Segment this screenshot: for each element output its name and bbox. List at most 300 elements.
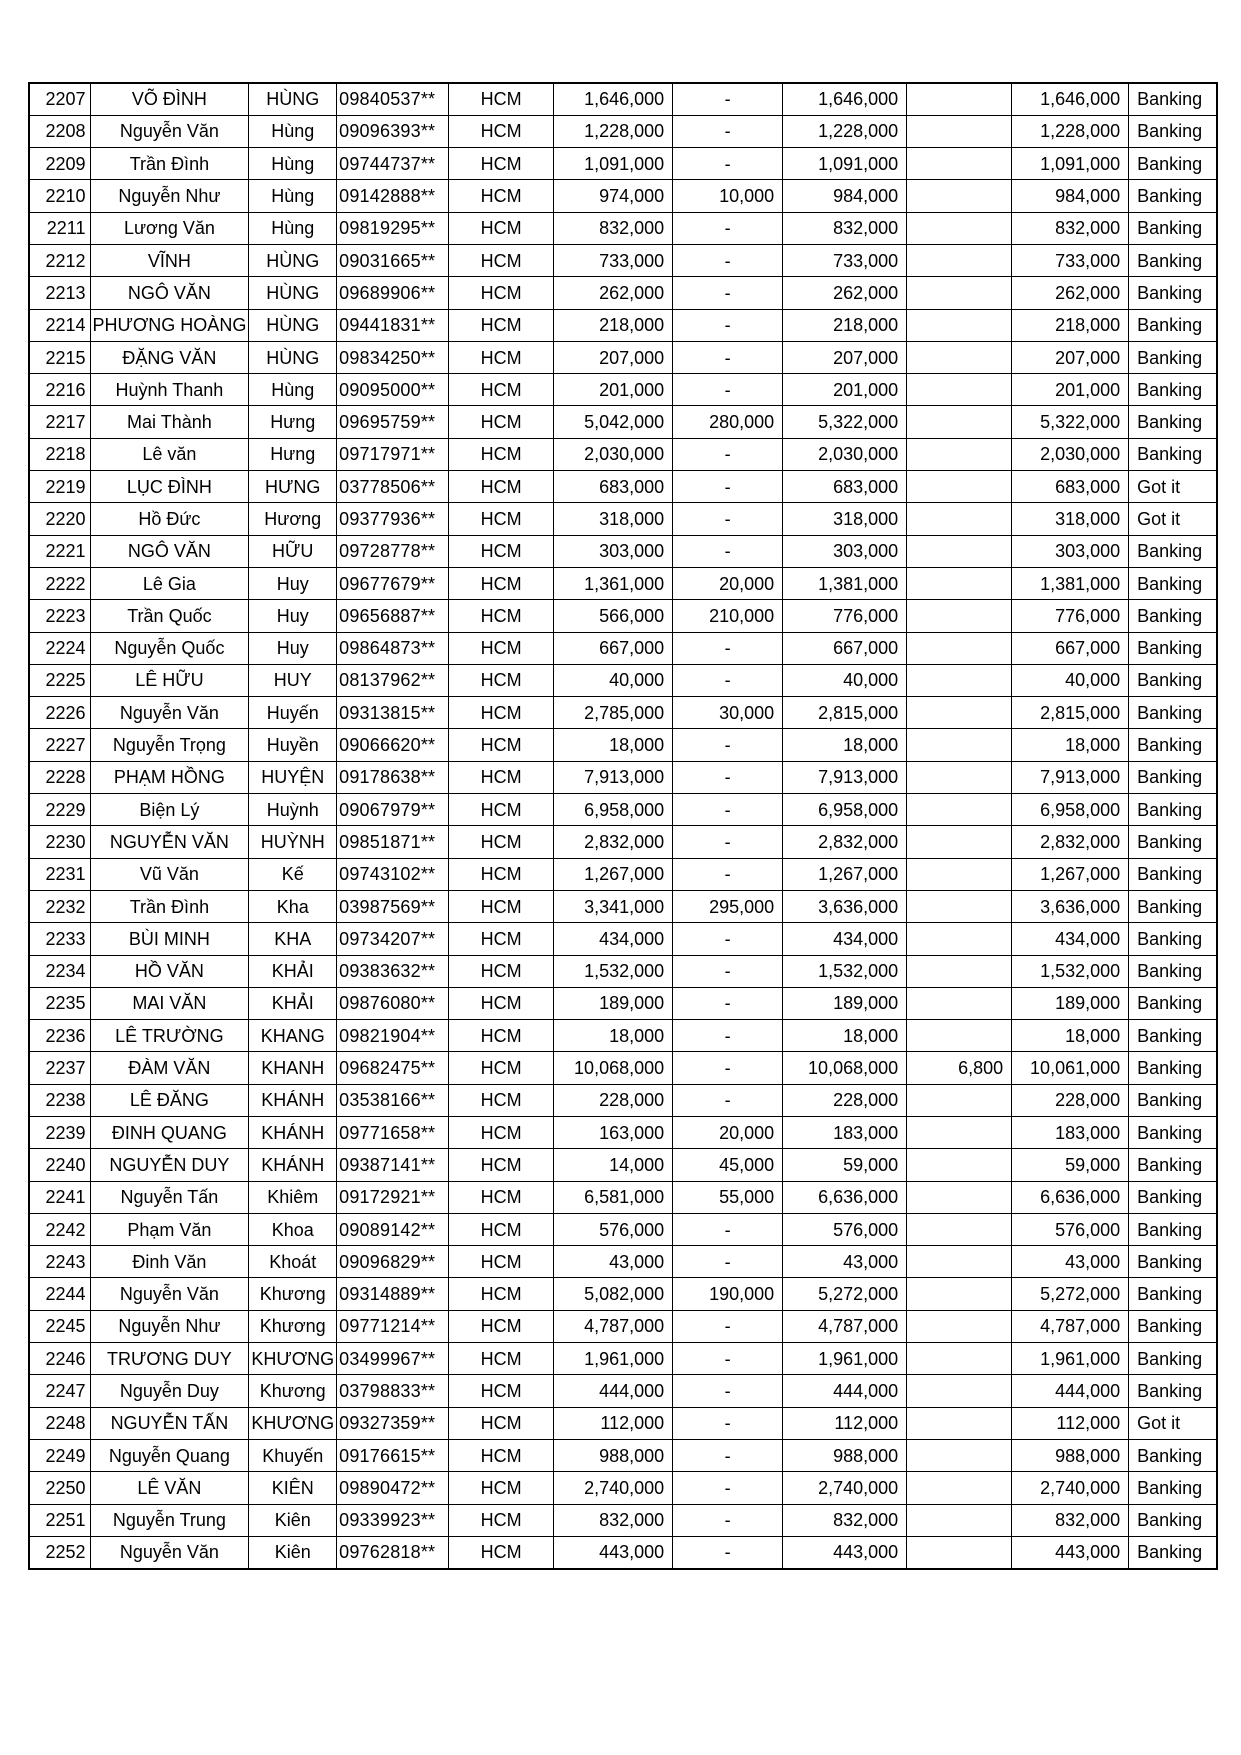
- table-row: [29, 212, 1217, 244]
- row-number-cell: 2215: [29, 341, 90, 373]
- deduction-cell: [907, 632, 1012, 664]
- deduction-cell: [907, 115, 1012, 147]
- amount-cell: 733,000: [554, 244, 673, 276]
- phone-cell: 03778506**: [337, 471, 449, 503]
- bonus-cell: -: [673, 1213, 783, 1245]
- phone-cell: 09339923**: [337, 1504, 449, 1536]
- city-cell: HCM: [449, 1504, 554, 1536]
- phone-cell: 09819295**: [337, 212, 449, 244]
- last-name-cell: Nguyễn Như: [90, 180, 249, 212]
- net-cell: 228,000: [1012, 1084, 1129, 1116]
- last-name-cell: Lương Văn: [90, 212, 249, 244]
- last-name-cell: HỒ VĂN: [90, 955, 249, 987]
- city-cell: HCM: [449, 1536, 554, 1568]
- bonus-cell: -: [673, 664, 783, 696]
- payment-method-cell: Banking: [1129, 761, 1217, 793]
- last-name-cell: Nguyễn Văn: [90, 1536, 249, 1568]
- last-name-cell: Lê văn: [90, 438, 249, 470]
- first-name-cell: Kiên: [249, 1504, 337, 1536]
- city-cell: HCM: [449, 1375, 554, 1407]
- city-cell: HCM: [449, 115, 554, 147]
- amount-cell: 1,961,000: [554, 1343, 673, 1375]
- last-name-cell: MAI VĂN: [90, 987, 249, 1019]
- payment-method-cell: Banking: [1129, 1504, 1217, 1536]
- payment-method-cell: Banking: [1129, 890, 1217, 922]
- phone-cell: 03499967**: [337, 1343, 449, 1375]
- row-number-cell: 2231: [29, 858, 90, 890]
- bonus-cell: -: [673, 277, 783, 309]
- net-cell: 6,958,000: [1012, 794, 1129, 826]
- bonus-cell: -: [673, 729, 783, 761]
- payment-method-cell: Banking: [1129, 1149, 1217, 1181]
- first-name-cell: Huy: [249, 567, 337, 599]
- payment-method-cell: Got it: [1129, 1407, 1217, 1439]
- table-row: [29, 471, 1217, 503]
- net-cell: 18,000: [1012, 1020, 1129, 1052]
- total-cell: 201,000: [783, 374, 907, 406]
- first-name-cell: HÙNG: [249, 83, 337, 115]
- total-cell: 207,000: [783, 341, 907, 373]
- amount-cell: 1,361,000: [554, 567, 673, 599]
- first-name-cell: Hùng: [249, 374, 337, 406]
- row-number-cell: 2228: [29, 761, 90, 793]
- deduction-cell: [907, 341, 1012, 373]
- amount-cell: 2,030,000: [554, 438, 673, 470]
- deduction-cell: [907, 1407, 1012, 1439]
- deduction-cell: [907, 1536, 1012, 1568]
- first-name-cell: Hưng: [249, 438, 337, 470]
- first-name-cell: KIÊN: [249, 1472, 337, 1504]
- row-number-cell: 2221: [29, 535, 90, 567]
- deduction-cell: [907, 664, 1012, 696]
- table-row: [29, 1343, 1217, 1375]
- net-cell: 832,000: [1012, 1504, 1129, 1536]
- city-cell: HCM: [449, 567, 554, 599]
- phone-cell: 03538166**: [337, 1084, 449, 1116]
- payment-method-cell: Banking: [1129, 535, 1217, 567]
- phone-cell: 09762818**: [337, 1536, 449, 1568]
- phone-cell: 09734207**: [337, 923, 449, 955]
- payment-method-cell: Banking: [1129, 1375, 1217, 1407]
- net-cell: 984,000: [1012, 180, 1129, 212]
- payment-method-cell: Banking: [1129, 1278, 1217, 1310]
- deduction-cell: [907, 309, 1012, 341]
- city-cell: HCM: [449, 600, 554, 632]
- deduction-cell: [907, 180, 1012, 212]
- first-name-cell: HUYỆN: [249, 761, 337, 793]
- table-row: [29, 115, 1217, 147]
- total-cell: 3,636,000: [783, 890, 907, 922]
- net-cell: 10,061,000: [1012, 1052, 1129, 1084]
- row-number-cell: 2208: [29, 115, 90, 147]
- first-name-cell: KHÁNH: [249, 1117, 337, 1149]
- total-cell: 683,000: [783, 471, 907, 503]
- bonus-cell: -: [673, 535, 783, 567]
- payment-method-cell: Banking: [1129, 664, 1217, 696]
- total-cell: 443,000: [783, 1536, 907, 1568]
- amount-cell: 1,646,000: [554, 83, 673, 115]
- total-cell: 434,000: [783, 923, 907, 955]
- phone-cell: 09095000**: [337, 374, 449, 406]
- last-name-cell: LÊ VĂN: [90, 1472, 249, 1504]
- total-cell: 5,272,000: [783, 1278, 907, 1310]
- table-row: [29, 567, 1217, 599]
- row-number-cell: 2226: [29, 697, 90, 729]
- first-name-cell: Khương: [249, 1375, 337, 1407]
- city-cell: HCM: [449, 632, 554, 664]
- row-number-cell: 2250: [29, 1472, 90, 1504]
- city-cell: HCM: [449, 1117, 554, 1149]
- row-number-cell: 2247: [29, 1375, 90, 1407]
- amount-cell: 1,091,000: [554, 148, 673, 180]
- total-cell: 6,958,000: [783, 794, 907, 826]
- net-cell: 2,815,000: [1012, 697, 1129, 729]
- last-name-cell: VĨNH: [90, 244, 249, 276]
- net-cell: 2,030,000: [1012, 438, 1129, 470]
- last-name-cell: Biện Lý: [90, 794, 249, 826]
- payment-method-cell: Banking: [1129, 115, 1217, 147]
- amount-cell: 6,581,000: [554, 1181, 673, 1213]
- amount-cell: 2,785,000: [554, 697, 673, 729]
- phone-cell: 09689906**: [337, 277, 449, 309]
- table-row: [29, 1020, 1217, 1052]
- total-cell: 10,068,000: [783, 1052, 907, 1084]
- payment-method-cell: Banking: [1129, 858, 1217, 890]
- last-name-cell: Nguyễn Như: [90, 1310, 249, 1342]
- last-name-cell: LÊ ĐĂNG: [90, 1084, 249, 1116]
- amount-cell: 3,341,000: [554, 890, 673, 922]
- total-cell: 733,000: [783, 244, 907, 276]
- city-cell: HCM: [449, 1407, 554, 1439]
- first-name-cell: HÙNG: [249, 277, 337, 309]
- row-number-cell: 2248: [29, 1407, 90, 1439]
- deduction-cell: [907, 794, 1012, 826]
- payment-method-cell: Banking: [1129, 955, 1217, 987]
- city-cell: HCM: [449, 1052, 554, 1084]
- row-number-cell: 2245: [29, 1310, 90, 1342]
- deduction-cell: [907, 83, 1012, 115]
- bonus-cell: -: [673, 761, 783, 793]
- phone-cell: 09695759**: [337, 406, 449, 438]
- bonus-cell: -: [673, 1407, 783, 1439]
- city-cell: HCM: [449, 761, 554, 793]
- last-name-cell: NGÔ VĂN: [90, 535, 249, 567]
- city-cell: HCM: [449, 1472, 554, 1504]
- last-name-cell: Nguyễn Quang: [90, 1439, 249, 1471]
- net-cell: 18,000: [1012, 729, 1129, 761]
- first-name-cell: KHƯƠNG: [249, 1407, 337, 1439]
- city-cell: HCM: [449, 826, 554, 858]
- row-number-cell: 2210: [29, 180, 90, 212]
- last-name-cell: Hồ Đức: [90, 503, 249, 535]
- phone-cell: 09313815**: [337, 697, 449, 729]
- amount-cell: 112,000: [554, 1407, 673, 1439]
- last-name-cell: Nguyễn Văn: [90, 697, 249, 729]
- net-cell: 262,000: [1012, 277, 1129, 309]
- payment-method-cell: Banking: [1129, 1343, 1217, 1375]
- table-row: [29, 858, 1217, 890]
- deduction-cell: [907, 374, 1012, 406]
- table-row: [29, 1278, 1217, 1310]
- row-number-cell: 2230: [29, 826, 90, 858]
- last-name-cell: Nguyễn Văn: [90, 115, 249, 147]
- table-row: [29, 923, 1217, 955]
- net-cell: 6,636,000: [1012, 1181, 1129, 1213]
- deduction-cell: [907, 826, 1012, 858]
- deduction-cell: [907, 244, 1012, 276]
- table-row: [29, 1375, 1217, 1407]
- phone-cell: 09743102**: [337, 858, 449, 890]
- first-name-cell: KHẢI: [249, 987, 337, 1019]
- amount-cell: 667,000: [554, 632, 673, 664]
- deduction-cell: [907, 1472, 1012, 1504]
- city-cell: HCM: [449, 244, 554, 276]
- row-number-cell: 2224: [29, 632, 90, 664]
- first-name-cell: Khoa: [249, 1213, 337, 1245]
- total-cell: 43,000: [783, 1246, 907, 1278]
- phone-cell: 09744737**: [337, 148, 449, 180]
- city-cell: HCM: [449, 83, 554, 115]
- phone-cell: 09387141**: [337, 1149, 449, 1181]
- first-name-cell: Hương: [249, 503, 337, 535]
- phone-cell: 09178638**: [337, 761, 449, 793]
- bonus-cell: -: [673, 826, 783, 858]
- payment-method-cell: Banking: [1129, 1439, 1217, 1471]
- bonus-cell: -: [673, 503, 783, 535]
- bonus-cell: 30,000: [673, 697, 783, 729]
- row-number-cell: 2232: [29, 890, 90, 922]
- amount-cell: 40,000: [554, 664, 673, 696]
- row-number-cell: 2251: [29, 1504, 90, 1536]
- net-cell: 3,636,000: [1012, 890, 1129, 922]
- amount-cell: 2,832,000: [554, 826, 673, 858]
- amount-cell: 228,000: [554, 1084, 673, 1116]
- total-cell: 2,030,000: [783, 438, 907, 470]
- deduction-cell: [907, 1504, 1012, 1536]
- total-cell: 444,000: [783, 1375, 907, 1407]
- bonus-cell: -: [673, 1536, 783, 1568]
- first-name-cell: KHA: [249, 923, 337, 955]
- phone-cell: 09096829**: [337, 1246, 449, 1278]
- phone-cell: 09176615**: [337, 1439, 449, 1471]
- bonus-cell: -: [673, 923, 783, 955]
- first-name-cell: KHẢI: [249, 955, 337, 987]
- table-row: [29, 1084, 1217, 1116]
- last-name-cell: ĐINH QUANG: [90, 1117, 249, 1149]
- amount-cell: 5,042,000: [554, 406, 673, 438]
- first-name-cell: HUY: [249, 664, 337, 696]
- deduction-cell: [907, 1375, 1012, 1407]
- deduction-cell: [907, 600, 1012, 632]
- table-row: [29, 309, 1217, 341]
- net-cell: 1,091,000: [1012, 148, 1129, 180]
- table-row: [29, 244, 1217, 276]
- last-name-cell: Đinh Văn: [90, 1246, 249, 1278]
- row-number-cell: 2233: [29, 923, 90, 955]
- phone-cell: 03798833**: [337, 1375, 449, 1407]
- amount-cell: 576,000: [554, 1213, 673, 1245]
- city-cell: HCM: [449, 1439, 554, 1471]
- last-name-cell: Nguyễn Quốc: [90, 632, 249, 664]
- table-row: [29, 794, 1217, 826]
- first-name-cell: Khiêm: [249, 1181, 337, 1213]
- amount-cell: 218,000: [554, 309, 673, 341]
- row-number-cell: 2236: [29, 1020, 90, 1052]
- total-cell: 228,000: [783, 1084, 907, 1116]
- last-name-cell: Trần Quốc: [90, 600, 249, 632]
- row-number-cell: 2237: [29, 1052, 90, 1084]
- bonus-cell: -: [673, 83, 783, 115]
- first-name-cell: KHƯƠNG: [249, 1343, 337, 1375]
- row-number-cell: 2238: [29, 1084, 90, 1116]
- bonus-cell: 45,000: [673, 1149, 783, 1181]
- table-row: [29, 987, 1217, 1019]
- total-cell: 218,000: [783, 309, 907, 341]
- last-name-cell: Nguyễn Duy: [90, 1375, 249, 1407]
- city-cell: HCM: [449, 1278, 554, 1310]
- table-row: [29, 664, 1217, 696]
- phone-cell: 09656887**: [337, 600, 449, 632]
- total-cell: 6,636,000: [783, 1181, 907, 1213]
- first-name-cell: KHANH: [249, 1052, 337, 1084]
- first-name-cell: KHANG: [249, 1020, 337, 1052]
- city-cell: HCM: [449, 923, 554, 955]
- table-row: [29, 83, 1217, 115]
- deduction-cell: [907, 890, 1012, 922]
- last-name-cell: Phạm Văn: [90, 1213, 249, 1245]
- phone-cell: 09089142**: [337, 1213, 449, 1245]
- first-name-cell: Hùng: [249, 212, 337, 244]
- net-cell: 1,267,000: [1012, 858, 1129, 890]
- first-name-cell: Huỳnh: [249, 794, 337, 826]
- total-cell: 988,000: [783, 1439, 907, 1471]
- last-name-cell: ĐÀM VĂN: [90, 1052, 249, 1084]
- net-cell: 43,000: [1012, 1246, 1129, 1278]
- phone-cell: 09172921**: [337, 1181, 449, 1213]
- total-cell: 667,000: [783, 632, 907, 664]
- bonus-cell: -: [673, 955, 783, 987]
- phone-cell: 03987569**: [337, 890, 449, 922]
- net-cell: 683,000: [1012, 471, 1129, 503]
- city-cell: HCM: [449, 471, 554, 503]
- last-name-cell: NGUYỄN VĂN: [90, 826, 249, 858]
- amount-cell: 683,000: [554, 471, 673, 503]
- net-cell: 218,000: [1012, 309, 1129, 341]
- table-row: [29, 761, 1217, 793]
- last-name-cell: ĐẶNG VĂN: [90, 341, 249, 373]
- bonus-cell: -: [673, 1310, 783, 1342]
- deduction-cell: [907, 1246, 1012, 1278]
- bonus-cell: -: [673, 244, 783, 276]
- table-row: [29, 1407, 1217, 1439]
- payment-method-cell: Banking: [1129, 1472, 1217, 1504]
- table-row: [29, 955, 1217, 987]
- amount-cell: 18,000: [554, 1020, 673, 1052]
- first-name-cell: HÙNG: [249, 244, 337, 276]
- amount-cell: 163,000: [554, 1117, 673, 1149]
- net-cell: 733,000: [1012, 244, 1129, 276]
- deduction-cell: [907, 1181, 1012, 1213]
- last-name-cell: Nguyễn Tấn: [90, 1181, 249, 1213]
- total-cell: 303,000: [783, 535, 907, 567]
- phone-cell: 09327359**: [337, 1407, 449, 1439]
- table-body: [29, 83, 1217, 1569]
- phone-cell: 08137962**: [337, 664, 449, 696]
- row-number-cell: 2212: [29, 244, 90, 276]
- phone-cell: 09851871**: [337, 826, 449, 858]
- bonus-cell: -: [673, 1084, 783, 1116]
- row-number-cell: 2223: [29, 600, 90, 632]
- amount-cell: 6,958,000: [554, 794, 673, 826]
- payment-method-cell: Banking: [1129, 697, 1217, 729]
- first-name-cell: Huy: [249, 600, 337, 632]
- first-name-cell: HƯNG: [249, 471, 337, 503]
- first-name-cell: Khoát: [249, 1246, 337, 1278]
- row-number-cell: 2239: [29, 1117, 90, 1149]
- row-number-cell: 2216: [29, 374, 90, 406]
- total-cell: 189,000: [783, 987, 907, 1019]
- net-cell: 988,000: [1012, 1439, 1129, 1471]
- bonus-cell: -: [673, 148, 783, 180]
- city-cell: HCM: [449, 664, 554, 696]
- amount-cell: 303,000: [554, 535, 673, 567]
- amount-cell: 444,000: [554, 1375, 673, 1407]
- city-cell: HCM: [449, 212, 554, 244]
- city-cell: HCM: [449, 697, 554, 729]
- city-cell: HCM: [449, 503, 554, 535]
- deduction-cell: [907, 438, 1012, 470]
- row-number-cell: 2240: [29, 1149, 90, 1181]
- payment-method-cell: Banking: [1129, 309, 1217, 341]
- phone-cell: 09864873**: [337, 632, 449, 664]
- deduction-cell: [907, 503, 1012, 535]
- payment-method-cell: Banking: [1129, 1084, 1217, 1116]
- deduction-cell: [907, 1117, 1012, 1149]
- net-cell: 189,000: [1012, 987, 1129, 1019]
- row-number-cell: 2235: [29, 987, 90, 1019]
- phone-cell: 09890472**: [337, 1472, 449, 1504]
- total-cell: 2,815,000: [783, 697, 907, 729]
- payment-method-cell: Banking: [1129, 1213, 1217, 1245]
- total-cell: 318,000: [783, 503, 907, 535]
- first-name-cell: Huyền: [249, 729, 337, 761]
- phone-cell: 09677679**: [337, 567, 449, 599]
- total-cell: 2,832,000: [783, 826, 907, 858]
- first-name-cell: HUỲNH: [249, 826, 337, 858]
- first-name-cell: HỮU: [249, 535, 337, 567]
- net-cell: 7,913,000: [1012, 761, 1129, 793]
- net-cell: 2,740,000: [1012, 1472, 1129, 1504]
- payment-method-cell: Banking: [1129, 567, 1217, 599]
- city-cell: HCM: [449, 1020, 554, 1052]
- total-cell: 40,000: [783, 664, 907, 696]
- city-cell: HCM: [449, 148, 554, 180]
- row-number-cell: 2209: [29, 148, 90, 180]
- total-cell: 18,000: [783, 729, 907, 761]
- table-row: [29, 1310, 1217, 1342]
- city-cell: HCM: [449, 1343, 554, 1375]
- row-number-cell: 2222: [29, 567, 90, 599]
- row-number-cell: 2242: [29, 1213, 90, 1245]
- total-cell: 1,961,000: [783, 1343, 907, 1375]
- city-cell: HCM: [449, 180, 554, 212]
- table-row: [29, 1052, 1217, 1084]
- total-cell: 5,322,000: [783, 406, 907, 438]
- amount-cell: 832,000: [554, 1504, 673, 1536]
- net-cell: 776,000: [1012, 600, 1129, 632]
- payment-method-cell: Banking: [1129, 406, 1217, 438]
- phone-cell: 09821904**: [337, 1020, 449, 1052]
